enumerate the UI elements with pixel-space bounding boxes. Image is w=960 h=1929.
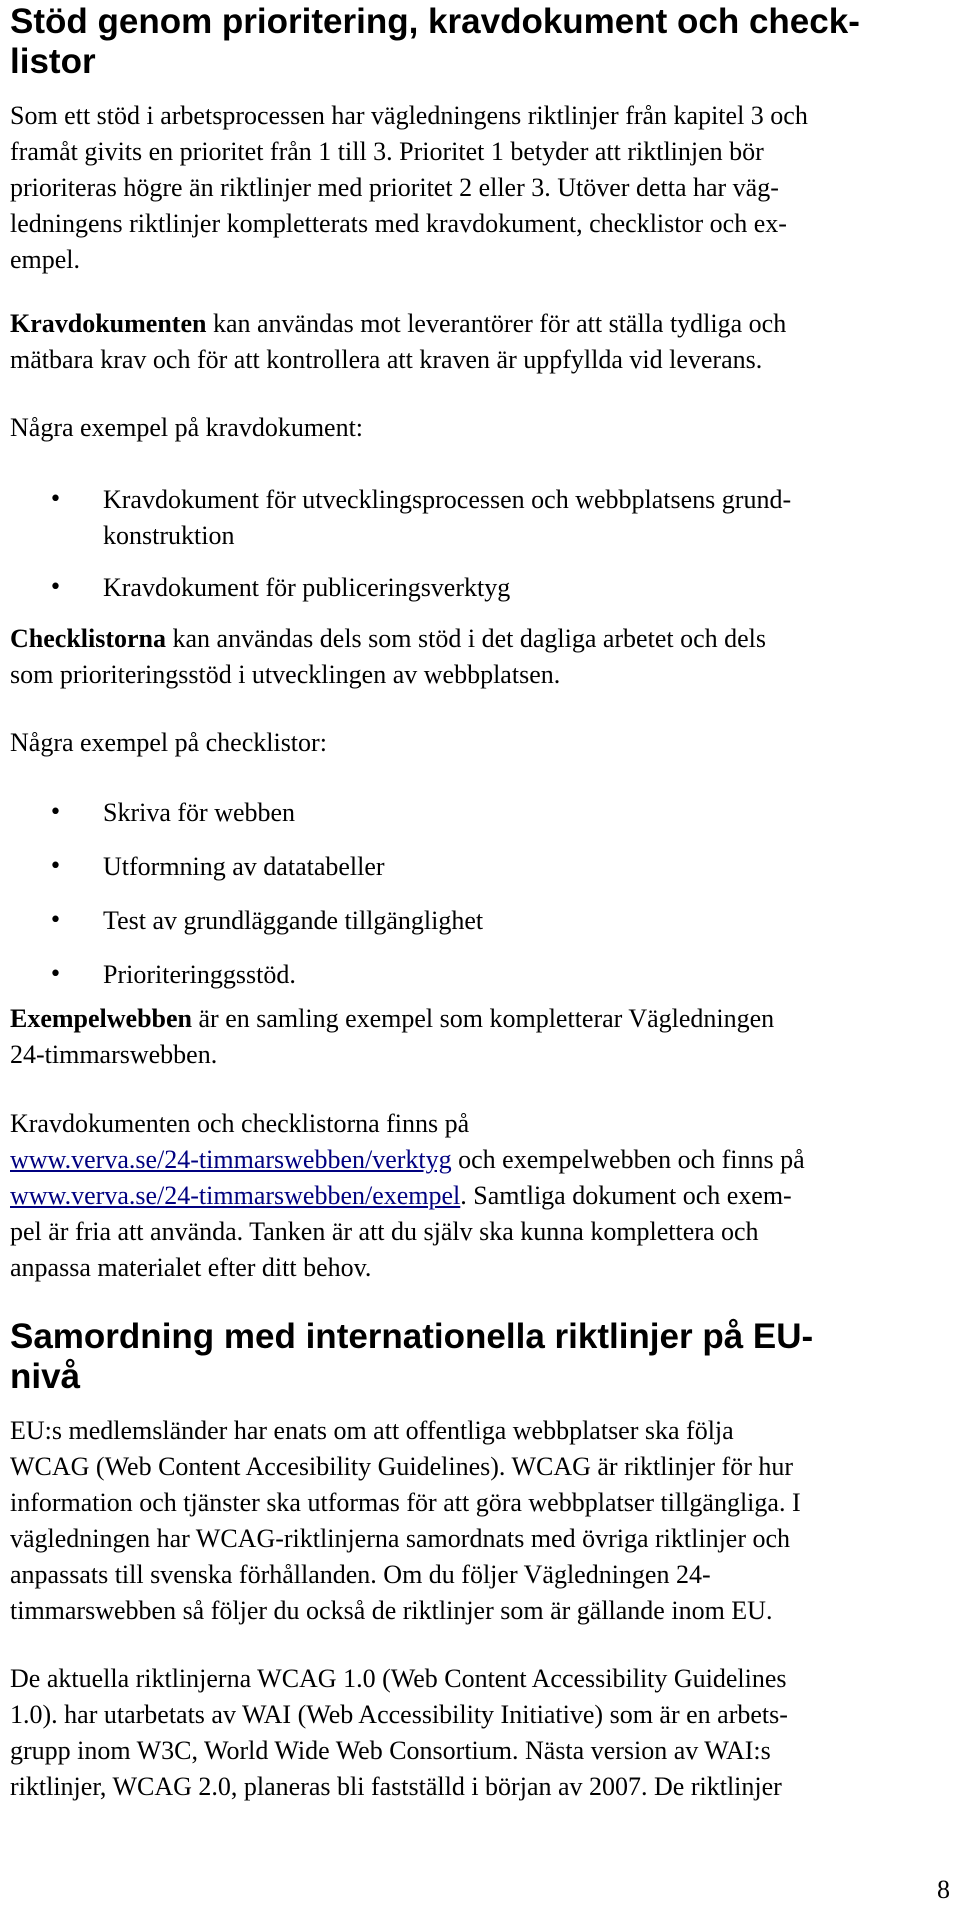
list-item: • Skriva för webben [10,795,945,849]
text-line: grupp inom W3C, World Wide Web Consortium. Nästa version av WAI:s [10,1736,771,1765]
list-item [10,570,945,606]
kravdokument-paragraph [10,306,786,378]
text-line: kan användas mot leverantörer för att ställa tydliga och [206,309,787,338]
section-heading [10,1317,813,1397]
text-line: anpassats till svenska förhållanden. Om du följer Vägledningen 24- [10,1560,711,1589]
eu-paragraph [10,1413,801,1629]
checklistor-paragraph [10,621,766,693]
links-paragraph [10,1106,805,1286]
section-heading [10,2,860,82]
list-item: • Prioriteringgsstöd. [10,957,945,1011]
verktyg-link[interactable]: www.verva.se/24-timmarswebben/verktyg [10,1145,452,1174]
text-line: . Samtliga dokument och exem- [460,1181,792,1210]
text-line: Kravdokument för publiceringsverktyg [103,573,511,602]
text-line: framåt givits en prioritet från 1 till 3. Prioritet 1 betyder att riktlinjen bör [10,137,764,166]
text-line: EU:s medlemsländer har enats om att offentliga webbplatser ska följa [10,1416,734,1445]
text-line: är en samling exempel som kompletterar Vägledningen [192,1004,775,1033]
checklistor-term: Checklistorna [10,624,166,653]
text-line: anpassa materialet efter ditt behov. [10,1253,372,1282]
text-line: Kravdokumenten och checklistorna finns på [10,1109,470,1138]
text-line: De aktuella riktlinjerna WCAG 1.0 (Web Content Accessibility Guidelines [10,1664,787,1693]
exempelwebben-paragraph [10,1001,774,1073]
krav-examples-list [10,482,945,606]
text-line: riktlinjer, WCAG 2.0, planeras bli fastställd i början av 2007. De riktlinjer [10,1772,782,1801]
text-line: vägledningen har WCAG-riktlinjerna samordnats med övriga riktlinjer och [10,1524,791,1553]
text-line: 24-timmarswebben. [10,1040,218,1069]
exempelwebben-term: Exempelwebben [10,1004,192,1033]
kravdokument-term: Kravdokumenten [10,309,207,338]
exempel-link[interactable]: www.verva.se/24-timmarswebben/exempel [10,1181,461,1210]
text-line: timmarswebben så följer du också de riktlinjer som är gällande inom EU. [10,1596,773,1625]
text-line: WCAG (Web Content Accesibility Guidelines). WCAG är riktlinjer för hur [10,1452,794,1481]
heading-line: Samordning med internationella riktlinjer på EU- [10,1317,814,1356]
krav-examples-intro: Några exempel på kravdokument: [10,413,364,442]
text-line: 1.0). har utarbetats av WAI (Web Accessibility Initiative) som är en arbets- [10,1700,788,1729]
text-line: information och tjänster ska utformas för att göra webbplatser tillgängliga. I [10,1488,801,1517]
text-line: ledningens riktlinjer kompletterats med kravdokument, checklistor och ex- [10,209,787,238]
text-line: prioriteras högre än riktlinjer med prioritet 2 eller 3. Utöver detta har väg- [10,173,779,202]
check-examples-intro: Några exempel på checklistor: [10,728,327,757]
heading-line: nivå [10,1357,81,1396]
text-line: pel är fria att använda. Tanken är att du själv ska kunna komplettera och [10,1217,759,1246]
text-line: kan användas dels som stöd i det dagliga arbetet och dels [166,624,767,653]
list-item [10,482,945,570]
text-line: mätbara krav och för att kontrollera att kraven är uppfyllda vid leverans. [10,345,763,374]
list-item: • Test av grundläggande tillgänglighet [10,903,945,957]
wcag-paragraph [10,1661,788,1805]
list-item: • Utformning av datatabeller [10,849,945,903]
text-line: Kravdokument för utvecklingsprocessen och webbplatsens grund- [103,485,792,514]
page-number: 8 [937,1875,950,1904]
heading-line: Stöd genom prioritering, kravdokument och check- [10,2,860,41]
text-line: Som ett stöd i arbetsprocessen har vägledningens riktlinjer från kapitel 3 och [10,101,808,130]
intro-paragraph [10,98,808,278]
text-line: och exempelwebben och finns på [451,1145,805,1174]
text-line: empel. [10,245,81,274]
text-line: som prioriteringsstöd i utvecklingen av webbplatsen. [10,660,561,689]
check-examples-list [10,795,945,1011]
text-line: konstruktion [103,521,235,550]
heading-line: listor [10,42,96,81]
